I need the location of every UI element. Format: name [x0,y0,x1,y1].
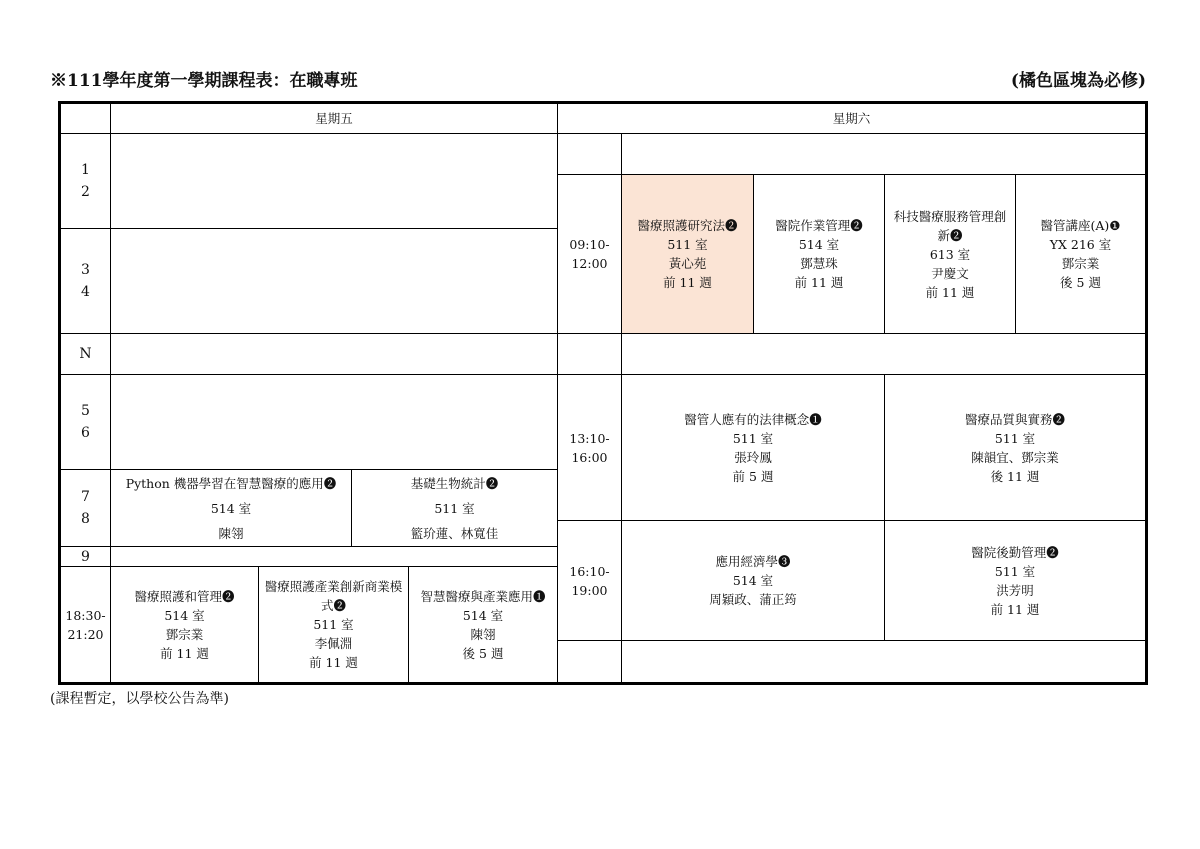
course-tech-medical-service: 科技醫療服務管理創新❷ 613 室 尹慶文 前 11 週 [884,174,1016,334]
period-7-8: 7 8 [60,469,111,547]
saturday-empty-slot [621,640,1146,683]
period-3-4: 3 4 [60,228,111,334]
friday-empty-slot [110,333,558,375]
saturday-time-empty [557,333,622,375]
period-n: N [60,333,111,375]
course-healthcare-innovation: 醫療照護產業創新商業模式❷ 511 室 李佩淵 前 11 週 [258,566,409,683]
day-header-saturday: 星期六 [557,103,1146,134]
saturday-empty-slot [621,333,1146,375]
saturday-morning-time: 09:10- 12:00 [557,174,622,334]
period-evening-time: 18:30- 21:20 [60,566,111,683]
footer-note: (課程暫定，以學校公告為準) [50,691,229,707]
course-hospital-logistics: 醫院後勤管理❷ 511 室 洪芳明 前 11 週 [884,520,1146,641]
saturday-time-empty [557,133,622,175]
saturday-afternoon-time: 13:10- 16:00 [557,374,622,521]
saturday-time-empty [557,640,622,683]
saturday-empty-slot [621,133,1146,175]
day-header-friday: 星期五 [110,103,558,134]
course-health-law: 醫管人應有的法律概念❶ 511 室 張玲鳳 前 5 週 [621,374,885,521]
friday-empty-slot [110,228,558,334]
period-5-6: 5 6 [60,374,111,470]
course-biostatistics: 基礎生物統計❷ 511 室 籃玠蓮、林寬佳 [351,469,558,547]
friday-empty-slot [110,133,558,229]
friday-empty-slot [110,546,558,567]
corner-cell [60,103,111,134]
period-1-2: 1 2 [60,133,111,229]
course-nursing-research-methods: 醫療照護研究法❷ 511 室 黃心苑 前 11 週 [621,174,754,334]
course-smart-healthcare: 智慧醫療與產業應用❶ 514 室 陳翎 後 5 週 [408,566,558,683]
friday-empty-slot [110,374,558,470]
period-9: 9 [60,546,111,567]
course-health-admin-seminar: 醫管講座(A)❶ YX 216 室 鄧宗業 後 5 週 [1015,174,1146,334]
course-healthcare-management: 醫療照護和管理❷ 514 室 鄧宗業 前 11 週 [110,566,259,683]
course-healthcare-quality: 醫療品質與實務❷ 511 室 陳韻宜、鄧宗業 後 11 週 [884,374,1146,521]
course-python-ml: Python 機器學習在智慧醫療的應用❷ 514 室 陳翎 [110,469,352,547]
course-applied-economics: 應用經濟學❸ 514 室 周穎政、蒲正筠 [621,520,885,641]
saturday-late-time: 16:10- 19:00 [557,520,622,641]
page-title: ※111學年度第一學期課程表：在職專班 [50,71,358,91]
course-hospital-operations: 醫院作業管理❷ 514 室 鄧慧珠 前 11 週 [753,174,885,334]
required-legend-note: (橘色區塊為必修) [1010,71,1146,91]
